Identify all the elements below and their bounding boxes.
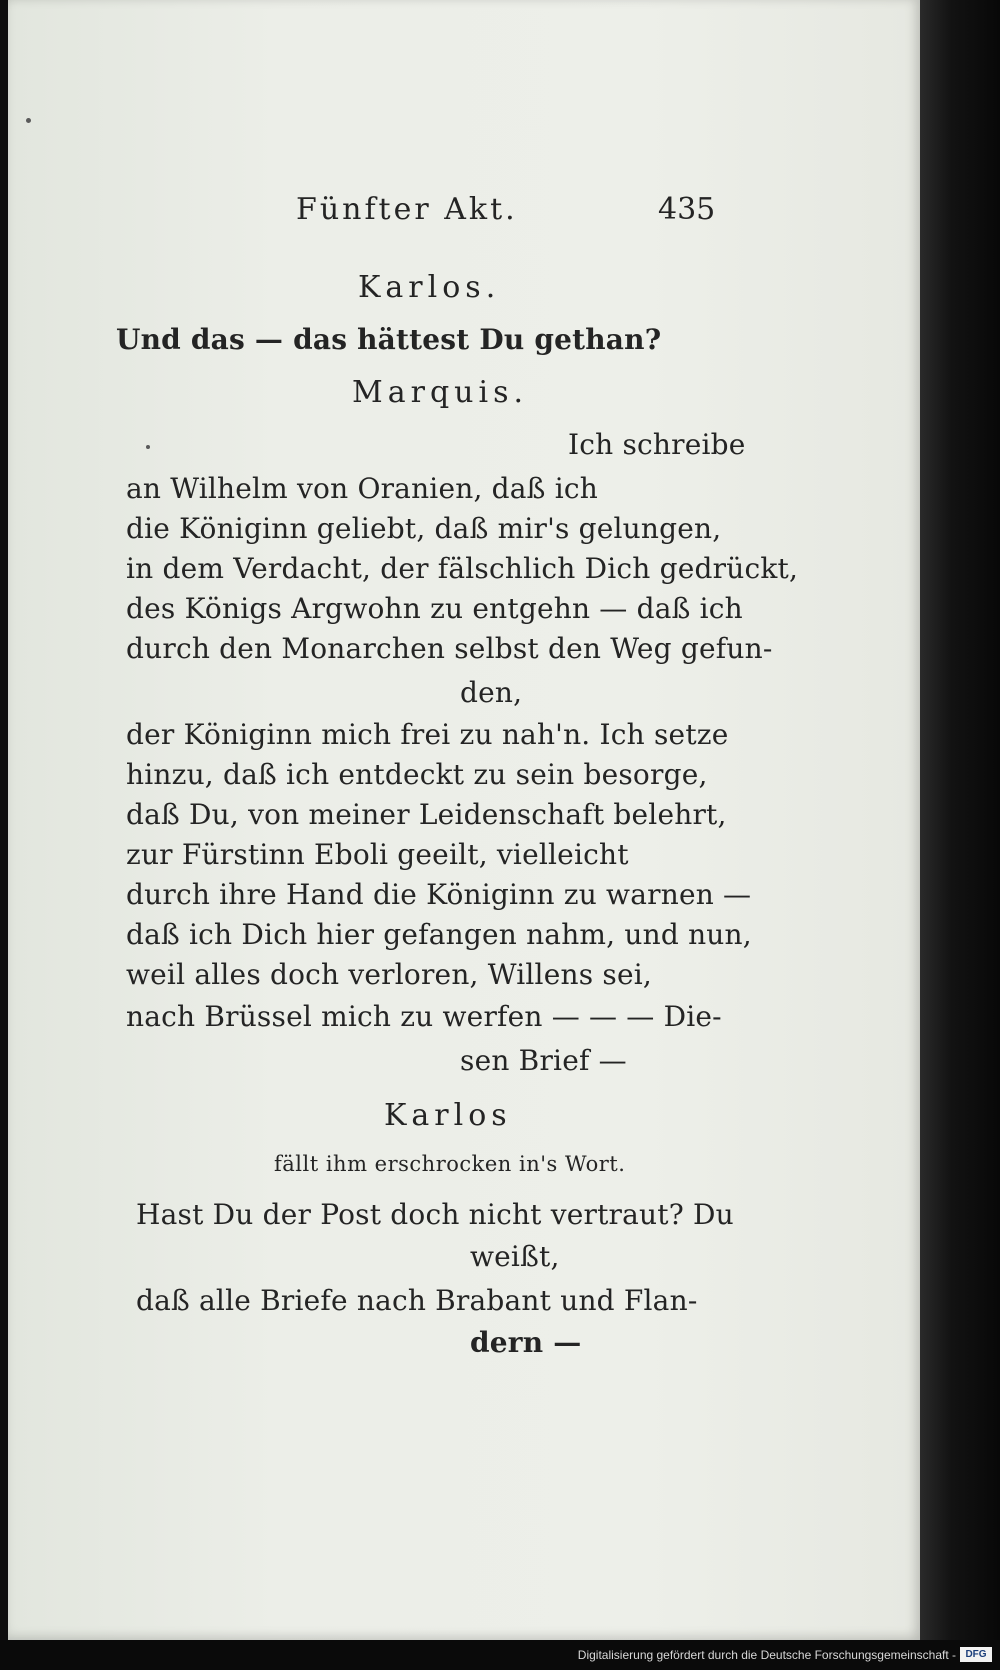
dfg-logo-icon: DFG	[960, 1647, 992, 1662]
stage-direction: fällt ihm erschrocken in's Wort.	[274, 1152, 626, 1176]
verse-line: Ich schreibe	[568, 428, 746, 461]
verse-line: zur Fürstinn Eboli geeilt, vielleicht	[126, 838, 629, 871]
verse-line: der Königinn mich frei zu nah'n. Ich setze	[126, 718, 729, 751]
speaker-name: Marquis.	[352, 375, 528, 410]
verse-line: den,	[460, 676, 523, 709]
speaker-name: Karlos	[384, 1098, 512, 1133]
running-head: Fünfter Akt.	[296, 192, 518, 227]
paper-speck	[146, 445, 150, 449]
page-number: 435	[658, 192, 716, 227]
footer-bar	[0, 1640, 1000, 1670]
verse-line: sen Brief —	[460, 1044, 627, 1077]
verse-line: weißt,	[470, 1240, 560, 1273]
verse-line: des Königs Argwohn zu entgehn — daß ich	[126, 592, 743, 625]
verse-line: Und das — das hättest Du gethan?	[116, 323, 662, 356]
verse-line: dern —	[470, 1326, 582, 1359]
speaker-name: Karlos.	[358, 270, 501, 305]
verse-line: hinzu, daß ich entdeckt zu sein besorge,	[126, 758, 708, 791]
verse-line: an Wilhelm von Oranien, daß ich	[126, 472, 598, 505]
verse-line: durch ihre Hand die Königinn zu warnen —	[126, 878, 752, 911]
verse-line: in dem Verdacht, der fälschlich Dich gedrückt,	[126, 552, 799, 585]
book-spine-shadow	[920, 0, 1000, 1640]
paper-speck	[26, 118, 31, 123]
funding-credit: Digitalisierung gefördert durch die Deutsche Forschungsgemeinschaft -	[577, 1648, 956, 1662]
verse-line: durch den Monarchen selbst den Weg gefun-	[126, 632, 773, 665]
verse-line: weil alles doch verloren, Willens sei,	[126, 958, 652, 991]
verse-line: Hast Du der Post doch nicht vertraut? Du	[136, 1198, 734, 1231]
verse-line: nach Brüssel mich zu werfen — — — Die-	[126, 1000, 722, 1033]
verse-line: daß alle Briefe nach Brabant und Flan-	[136, 1284, 698, 1317]
verse-line: daß ich Dich hier gefangen nahm, und nun,	[126, 918, 752, 951]
verse-line: daß Du, von meiner Leidenschaft belehrt,	[126, 798, 727, 831]
book-page	[8, 0, 920, 1640]
verse-line: die Königinn geliebt, daß mir's gelungen,	[126, 512, 722, 545]
